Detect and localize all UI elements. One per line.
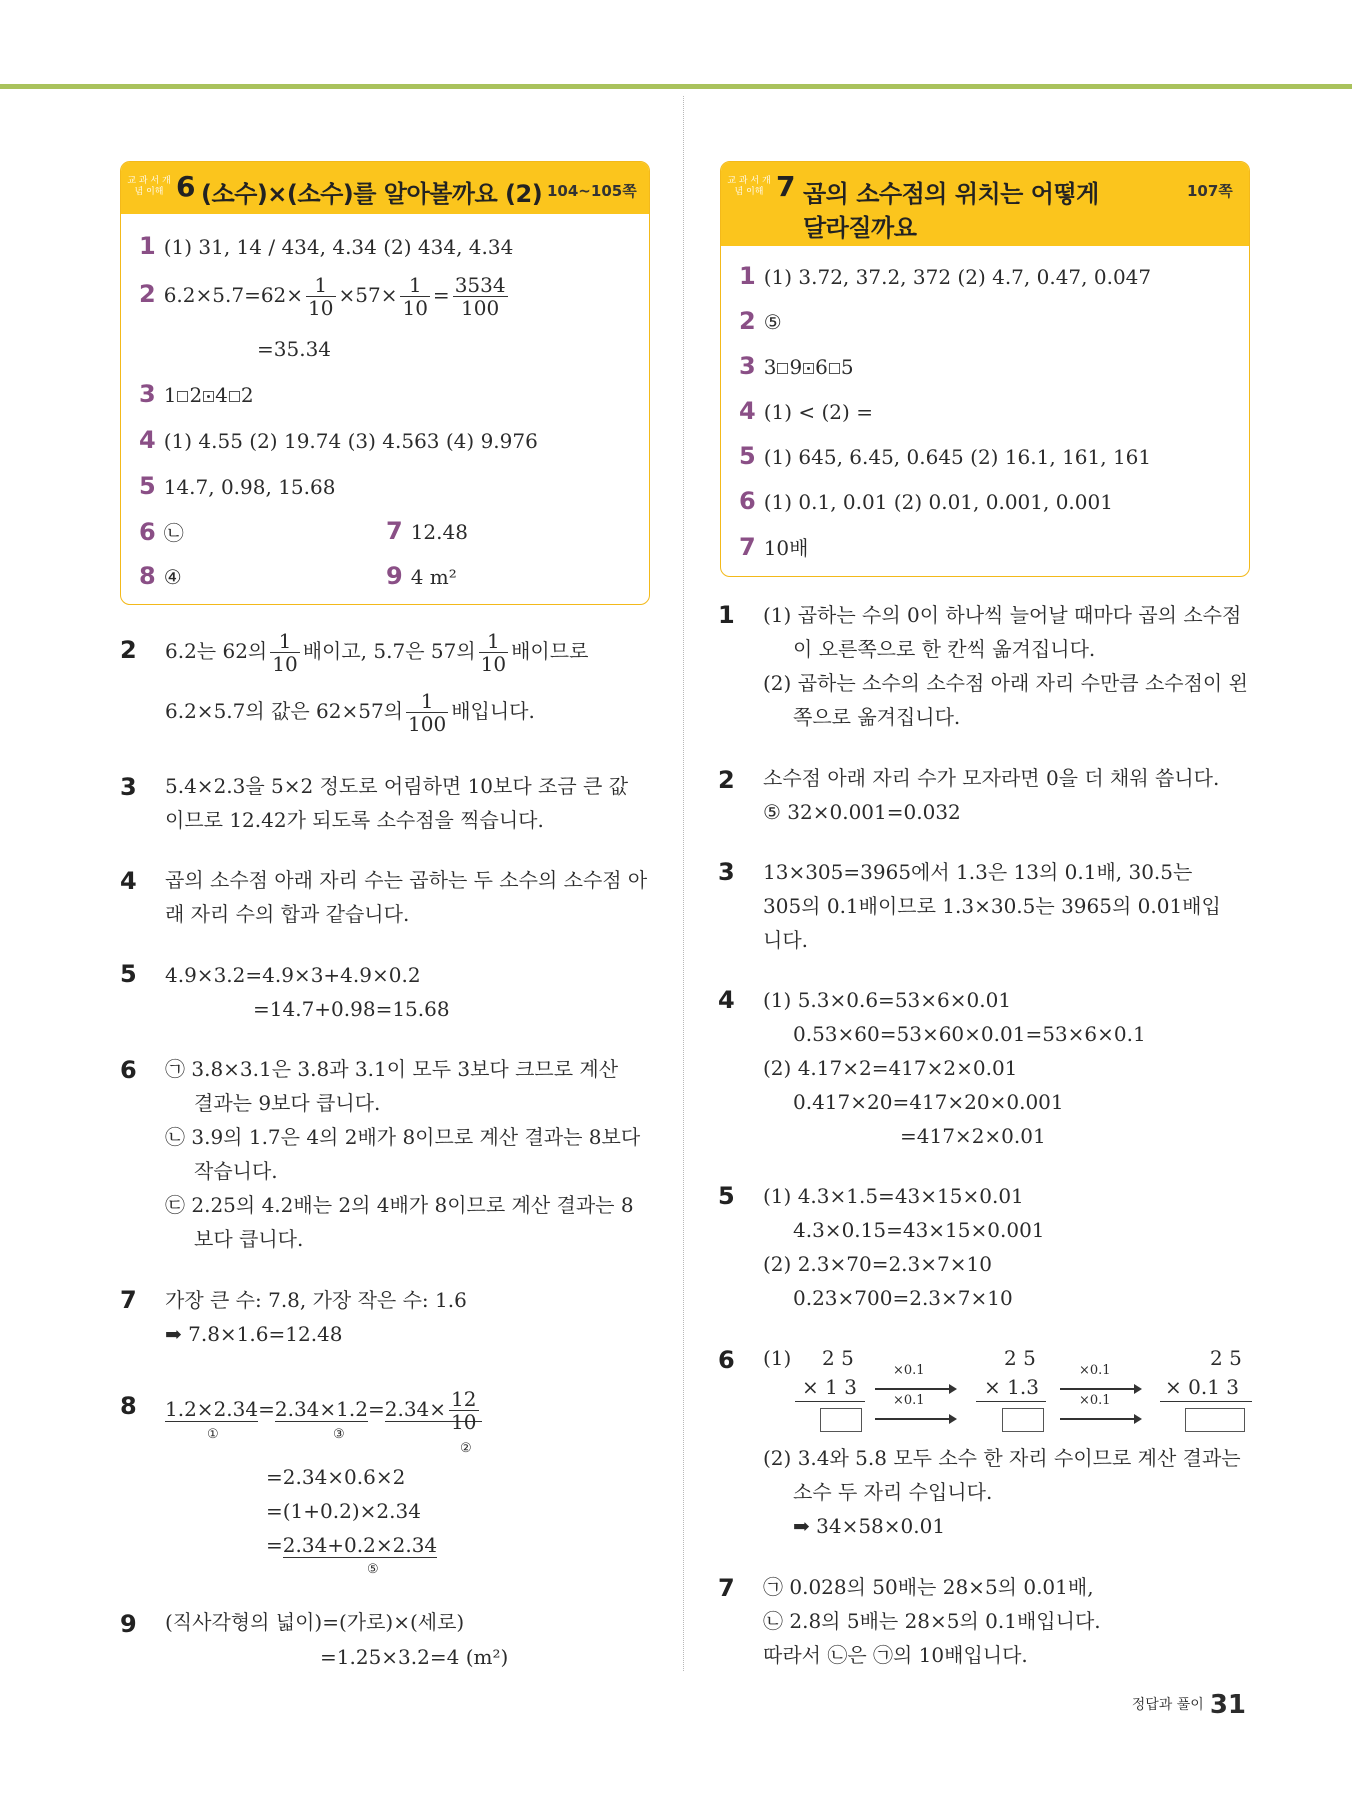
answer-row-5: 5 14.7, 0.98, 15.68 [139,472,336,500]
explanation-4-line-2: 래 자리 수의 합과 같습니다. [165,902,410,926]
explanation-r2-line-2: ⑤ 32×0.001=0.032 [763,800,961,824]
explanation-3-line-2: 이므로 12.42가 되도록 소수점을 찍습니다. [165,808,544,832]
explanation-r5-line-2: 4.3×0.15=43×15×0.001 [793,1218,1045,1242]
marker-5: ⑤ [367,1562,379,1577]
explanation-6-number: 6 [120,1056,137,1084]
answer-row-9: 9 4 m² [386,562,457,590]
answer-box-c [1185,1408,1245,1432]
lesson-6-header [121,162,649,214]
calc-b-line [976,1401,1046,1402]
explanation-r6-line-3: 소수 두 자리 수입니다. [793,1480,993,1504]
answer-row-7: 7 12.48 [386,517,468,545]
answer-row-6: 6 (1) 0.1, 0.01 (2) 0.01, 0.001, 0.001 [739,487,1113,515]
explanation-2-number: 2 [120,636,137,664]
marker-3: ③ [333,1427,345,1442]
explanation-r3-line-1: 13×305=3965에서 1.3은 13의 0.1배, 30.5는 [763,860,1193,884]
calc-c-bottom: × 0.1 3 [1165,1375,1240,1399]
page-footer [1132,1690,1246,1720]
calc-c-top: 2 5 [1210,1346,1242,1370]
op-label-2: ×0.1 [893,1393,925,1408]
answer-box-lesson-7 [720,161,1250,577]
explanation-5-line-1: 4.9×3.2=4.9×3+4.9×0.2 [165,963,421,987]
explanation-8-line-4: =2.34+0.2×2.34 [266,1533,438,1557]
explanation-8-line-1: 1.2×2.34=2.34×1.2=2.34× $\frac{12}{10}$ [165,1388,482,1433]
calc-b-bottom: × 1.3 [984,1375,1039,1399]
explanation-r6-line-4: ➡ 34×58×0.01 [793,1514,946,1538]
explanation-r7-line-1: ㉠ 0.028의 50배는 28×5의 0.01배, [763,1575,1094,1599]
op-label-1: ×0.1 [893,1363,925,1378]
explanation-r7-number: 7 [718,1574,735,1602]
answer-row-5: 5 (1) 645, 6.45, 0.645 (2) 16.1, 161, 161 [739,442,1152,470]
explanation-7-number: 7 [120,1286,137,1314]
explanation-7-line-1: 가장 큰 수: 7.8, 가장 작은 수: 1.6 [165,1288,467,1312]
page-number: 31 [1209,1690,1246,1720]
explanation-r6-number: 6 [718,1346,735,1374]
explanation-6-line-3: ㉡ 3.9의 1.7은 4의 2배가 8이므로 계산 결과는 8보다 [165,1125,641,1149]
explanation-r1-line-4: 쪽으로 옮겨집니다. [793,705,961,729]
answer-row-2: 2 6.2×5.7=62× $\frac{1}{10}$ ×57× $\frac{1}{10}$ = $\frac{3534}{100}$ [139,273,506,320]
marker-1: ① [207,1427,219,1442]
explanation-7-line-2: ➡ 7.8×1.6=12.48 [165,1322,343,1346]
explanation-r4-number: 4 [718,986,735,1014]
calc-a-top: 2 5 [822,1346,854,1370]
explanation-8-number: 8 [120,1392,137,1420]
lesson-title: (소수)×(소수)를 알아볼까요 (2) [201,180,543,208]
lesson-number: 7 [776,170,796,203]
explanation-r5-number: 5 [718,1182,735,1210]
explanation-r3-line-2: 305의 0.1배이므로 1.3×30.5는 3965의 0.01배입 [763,894,1221,918]
answer-row-1: 1 (1) 3.72, 37.2, 372 (2) 4.7, 0.47, 0.047 [739,262,1152,290]
lesson-page: 104~105쪽 [547,182,637,200]
explanation-r3-line-3: 니다. [763,928,808,952]
explanation-5-number: 5 [120,960,137,988]
answer-row-4: 4 (1) < (2) = [739,397,873,425]
explanation-r4-line-1: (1) 5.3×0.6=53×6×0.01 [763,988,1012,1012]
answer-row-8: 8 ④ [139,562,182,590]
explanation-r5-line-4: 0.23×700=2.3×7×10 [793,1286,1013,1310]
answer-row-3: 3 3 9 6 5 [739,352,854,380]
explanation-r4-line-4: 0.417×20=417×20×0.001 [793,1090,1064,1114]
column-divider [683,96,684,1671]
explanation-3-number: 3 [120,773,137,801]
op-label-3: ×0.1 [1079,1363,1111,1378]
explanation-r1-line-3: (2) 곱하는 소수의 소수점 아래 자리 수만큼 소수점이 왼 [763,671,1248,695]
lesson-7-header [721,162,1249,246]
explanation-4-line-1: 곱의 소수점 아래 자리 수는 곱하는 두 소수의 소수점 아 [165,868,648,892]
explanation-r4-line-2: 0.53×60=53×60×0.01=53×6×0.1 [793,1022,1146,1046]
answer-row-1: 1 (1) 31, 14 / 434, 4.34 (2) 434, 4.34 [139,232,514,260]
lesson-number: 6 [176,170,196,203]
lesson-title-line-2: 달라질까요 [803,214,917,242]
marker-2: ② [460,1441,472,1456]
explanation-r6-part: (1) [763,1346,792,1370]
explanation-r3-number: 3 [718,858,735,886]
top-accent-bar [0,84,1352,89]
explanation-9-number: 9 [120,1610,137,1638]
explanation-6-line-4: 작습니다. [194,1159,278,1183]
answer-box-a [820,1408,862,1432]
lesson-title-line-1: 곱의 소수점의 위치는 어떻게 [803,180,1099,208]
op-label-4: ×0.1 [1079,1393,1111,1408]
answer-row-3: 3 1 2 4 2 [139,380,254,408]
calc-a-line [795,1401,865,1402]
explanation-3-line-1: 5.4×2.3을 5×2 정도로 어림하면 10보다 조금 큰 값 [165,774,629,798]
explanation-r2-number: 2 [718,766,735,794]
arrow-2 [875,1418,955,1420]
arrow-1 [875,1388,955,1390]
arrow-3 [1060,1388,1140,1390]
answer-row-4: 4 (1) 4.55 (2) 19.74 (3) 4.563 (4) 9.976 [139,426,538,454]
explanation-r6-line-2: (2) 3.4와 5.8 모두 소수 한 자리 수이므로 계산 결과는 [763,1446,1241,1470]
answer-row-6: 6 ㉡ [139,518,184,546]
explanation-r7-line-2: ㉡ 2.8의 5배는 28×5의 0.1배입니다. [763,1609,1101,1633]
explanation-r1-number: 1 [718,601,735,629]
explanation-r4-line-5: =417×2×0.01 [900,1124,1046,1148]
answer-row-7: 7 10배 [739,533,809,561]
calc-a-bottom: × 1 3 [802,1375,857,1399]
explanation-r5-line-1: (1) 4.3×1.5=43×15×0.01 [763,1184,1024,1208]
explanation-8-line-2: =2.34×0.6×2 [266,1465,406,1489]
arrow-4 [1060,1418,1140,1420]
explanation-r1-line-2: 이 오른쪽으로 한 칸씩 옮겨집니다. [793,637,1096,661]
concept-badge: 교 과 서 개념 이해 [727,176,771,197]
concept-badge: 교 과 서 개념 이해 [127,176,171,197]
explanation-r5-line-3: (2) 2.3×70=2.3×7×10 [763,1252,992,1276]
explanation-r1-line-1: (1) 곱하는 수의 0이 하나씩 늘어날 때마다 곱의 소수점 [763,603,1242,627]
explanation-9-line-2: =1.25×3.2=4 (m²) [320,1645,509,1669]
explanation-r2-line-1: 소수점 아래 자리 수가 모자라면 0을 더 채워 씁니다. [763,766,1220,790]
explanation-6-line-1: ㉠ 3.8×3.1은 3.8과 3.1이 모두 3보다 크므로 계산 [165,1057,619,1081]
answer-row-2-cont: =35.34 [257,337,332,361]
calc-c-line [1160,1401,1252,1402]
explanation-9-line-1: (직사각형의 넓이)=(가로)×(세로) [165,1610,465,1634]
lesson-page: 107쪽 [1187,182,1233,200]
explanation-6-line-6: 보다 큽니다. [194,1227,304,1251]
answer-row-2: 2 ⑤ [739,307,782,335]
calc-b-top: 2 5 [1004,1346,1036,1370]
answer-box-b [1002,1408,1044,1432]
answer-box-lesson-6 [120,161,650,605]
explanation-2-line-2: 6.2×5.7의 값은 62×57의 $\frac{1}{100}$ 배입니다. [165,689,535,736]
explanation-6-line-5: ㉢ 2.25의 4.2배는 2의 4배가 8이므로 계산 결과는 8 [165,1193,634,1217]
explanation-4-number: 4 [120,867,137,895]
explanation-r7-line-3: 따라서 ㉡은 ㉠의 10배입니다. [763,1643,1028,1667]
explanation-5-line-2: =14.7+0.98=15.68 [253,997,450,1021]
explanation-2-line-1: 6.2는 62의 $\frac{1}{10}$ 배이고, 5.7은 57의 $\frac{1}{10}$ 배이므로 [165,629,589,676]
explanation-6-line-2: 결과는 9보다 큽니다. [194,1091,381,1115]
footer-label: 정답과 풀이 [1131,1697,1204,1713]
explanation-8-line-3: =(1+0.2)×2.34 [266,1499,421,1523]
explanation-r4-line-3: (2) 4.17×2=417×2×0.01 [763,1056,1018,1080]
